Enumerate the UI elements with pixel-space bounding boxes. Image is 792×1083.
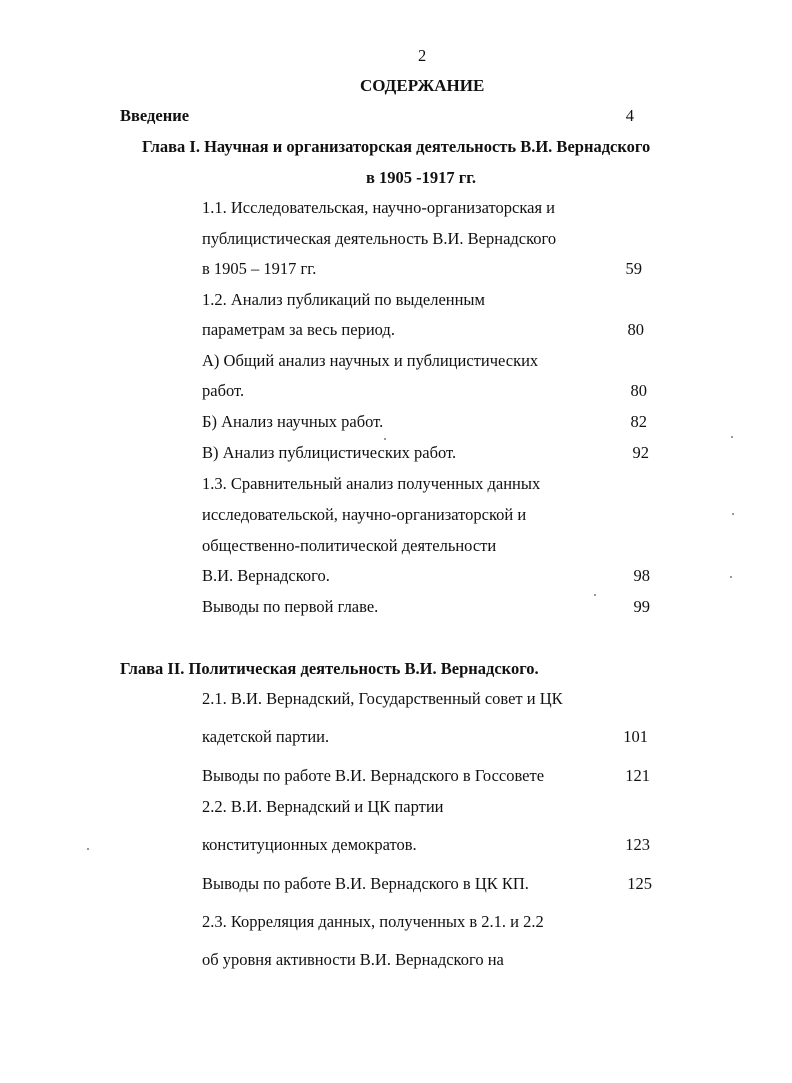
entry-page: 125 — [627, 874, 652, 893]
entry-text-line: параметрам за весь период. — [202, 320, 395, 339]
entry-text-line: 1.1. Исследовательская, научно-организаторская и — [202, 198, 555, 217]
entry-text-line: Выводы по работе В.И. Вернадского в Госсовете — [202, 766, 545, 785]
entry-text-line: работ. — [202, 381, 245, 400]
entry-text-line: об уровня активности В.И. Вернадского на — [202, 950, 504, 969]
entry-page: 101 — [623, 727, 648, 746]
chapter1-heading-line1: Глава I. Научная и организаторская деятельность В.И. Вернадского — [142, 137, 651, 156]
entry-page: 82 — [630, 412, 647, 431]
entry-text-line: 2.1. В.И. Вернадский, Государственный совет и ЦК — [202, 689, 563, 708]
entry-page: 80 — [630, 381, 647, 400]
entry-text-line: 1.2. Анализ публикаций по выделенным — [202, 290, 485, 309]
scan-speck — [594, 594, 596, 596]
scan-speck — [731, 436, 733, 438]
entry-text-line: кадетской партии. — [202, 727, 330, 746]
entry-text-line: А) Общий анализ научных и публицистических — [202, 351, 539, 370]
entry-text-line: 1.3. Сравнительный анализ полученных данных — [202, 474, 541, 493]
entry-page: 121 — [625, 766, 650, 785]
entry-text-line: в 1905 – 1917 гг. — [202, 259, 317, 278]
entry-text-line: 2.3. Корреляция данных, полученных в 2.1. и 2.2 — [202, 912, 544, 931]
scan-speck — [87, 848, 89, 850]
entry-text-line: 2.2. В.И. Вернадский и ЦК партии — [202, 797, 444, 816]
entry-text-line: конституционных демократов. — [202, 835, 417, 854]
entry-page: 123 — [625, 835, 650, 854]
entry-text-line: Выводы по работе В.И. Вернадского в ЦК КП. — [202, 874, 529, 893]
entry-text-line: В) Анализ публицистических работ. — [202, 443, 457, 462]
scan-speck — [732, 513, 734, 515]
entry-page: 99 — [633, 597, 650, 616]
entry-page: 92 — [632, 443, 649, 462]
scan-speck — [384, 438, 386, 440]
intro-label: Введение — [120, 106, 190, 125]
toc-title: СОДЕРЖАНИЕ — [360, 76, 485, 95]
chapter1-heading-line2: в 1905 -1917 гг. — [366, 168, 477, 187]
entry-text-line: публицистическая деятельность В.И. Вернадского — [202, 229, 557, 248]
scan-speck — [730, 576, 732, 578]
entry-text-line: Выводы по первой главе. — [202, 597, 379, 616]
entry-text-line: общественно-политической деятельности — [202, 536, 497, 555]
chapter2-heading: Глава II. Политическая деятельность В.И. Вернадского. — [120, 659, 539, 678]
entry-text-line: В.И. Вернадского. — [202, 566, 330, 585]
intro-page: 4 — [625, 106, 634, 125]
page-number: 2 — [418, 46, 427, 65]
entry-page: 80 — [627, 320, 644, 339]
entry-text-line: исследовательской, научно-организаторской и — [202, 505, 527, 524]
entry-page: 59 — [625, 259, 642, 278]
entry-text-line: Б) Анализ научных работ. — [202, 412, 384, 431]
entry-page: 98 — [633, 566, 650, 585]
